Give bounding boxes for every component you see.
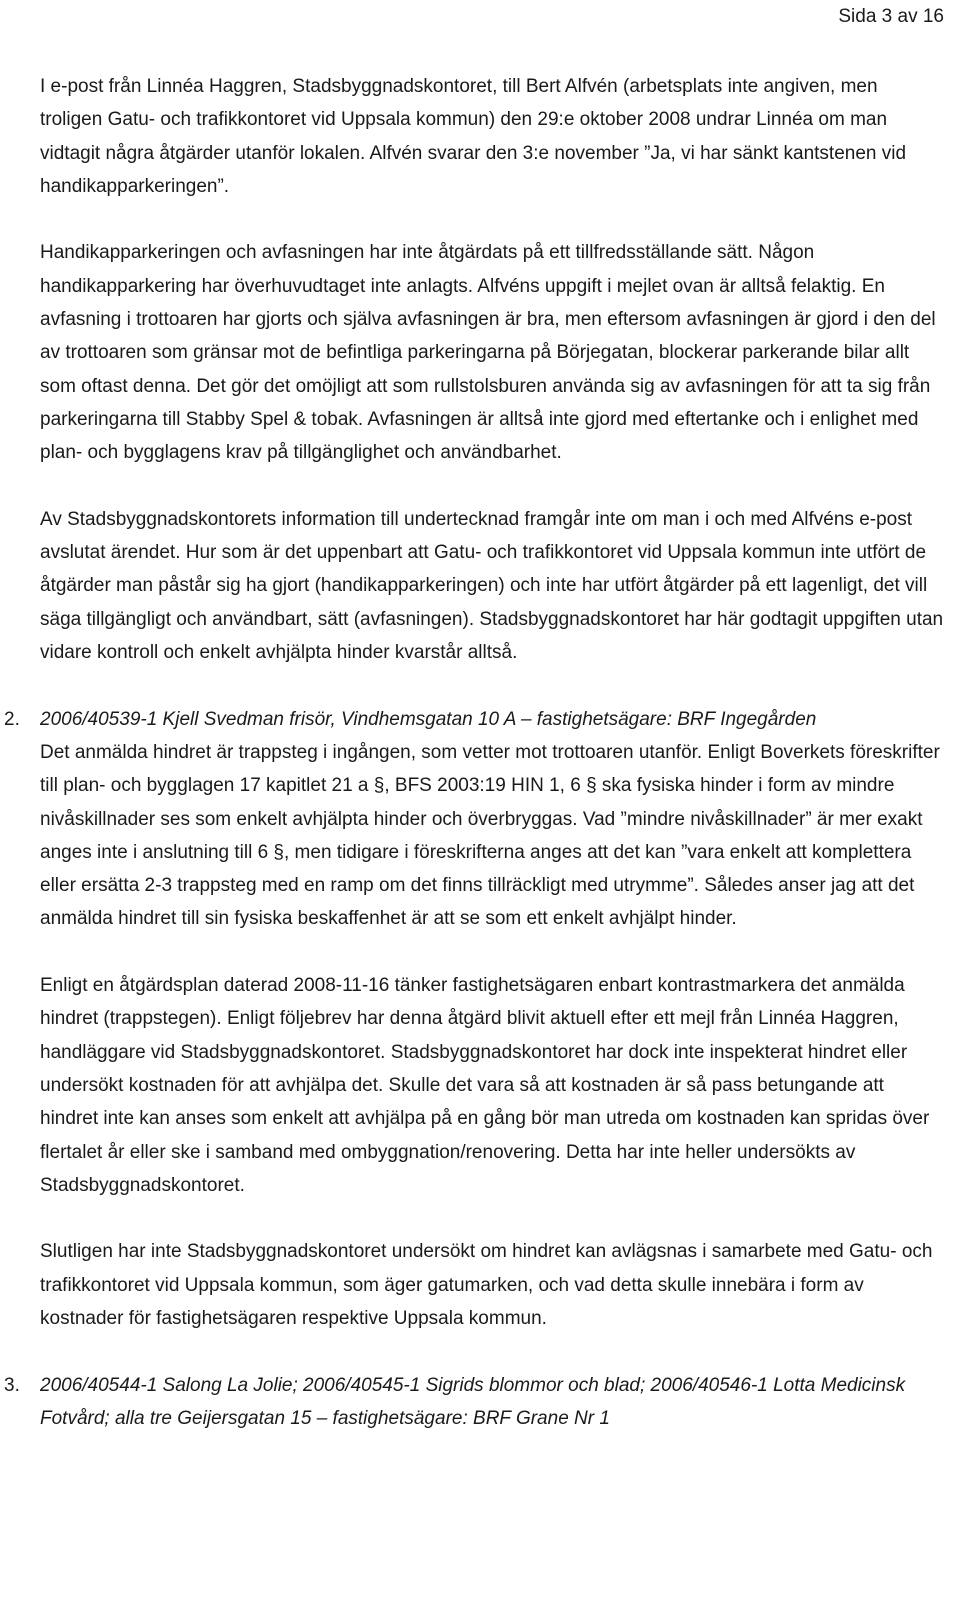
page-number: Sida 3 av 16 [838, 6, 944, 27]
paragraph-item2-action-plan: Enligt en åtgärdsplan daterad 2008-11-16 tänker fastighetsägaren enbart kontrastmarkera det anmälda hindret (trappstegen). Enligt följebrev har denna åtgärd blivit aktuell efter ett mejl från Linnéa Haggren, handläggare vid Stadsbyggnadskontoret. Stadsbyggnadskontoret har dock inte inspekterat hindret eller undersökt kostnaden för att avhjälpa det. Skulle det vara så att kostnaden är så pass betungande att hindret inte kan anses som enkelt att avhjälpa på en gång bör man utreda om kostnaden kan spridas över flertalet år eller ske i samband med ombyggnation/renovering. Detta har inte heller undersökts av Stadsbyggnadskontoret. [40, 975, 930, 1196]
paragraph-item2-conclusion: Slutligen har inte Stadsbyggnadskontoret undersökt om hindret kan avlägsnas i samarbete med Gatu- och trafikkontoret vid Uppsala kommun, som äger gatumarken, och vad detta skulle innebära i form av kostnader för fastighetsägaren respektive Uppsala kommun. [40, 1241, 933, 1329]
paragraph-handicap-parking: Handikapparkeringen och avfasningen har inte åtgärdats på ett tillfredsställande sätt. Någon handikapparkering har överhuvudtaget inte anlagts. Alfvéns uppgift i mejlet ovan är alltså felaktig. En avfasning i trottoaren har gjorts och själva avfasningen är bra, men eftersom avfasningen är gjord i den del av trottoaren som gränsar mot de befintliga parkeringarna på Börjegatan, blockerar parkerande bilar allt som oftast denna. Det gör det omöjligt att som rullstolsburen använda sig av avfasningen för att ta sig från parkeringarna till Stabby Spel & tobak. Avfasningen är alltså inte gjord med eftertanke och i enlighet med plan- och bygglagens krav på tillgänglighet och användbarhet. [40, 242, 936, 464]
paragraph-email-summary: I e-post från Linnéa Haggren, Stadsbyggnadskontoret, till Bert Alfvén (arbetsplats inte angiven, men troligen Gatu- och trafikkontoret vid Uppsala kommun) den 29:e oktober 2008 undrar Linnéa om man vidtagit några åtgärder utanför lokalen. Alfvén svarar den 3:e november ”Ja, vi har sänkt kantstenen vid handikapparkeringen”. [40, 76, 907, 197]
paragraph-item2-hinder: Det anmälda hindret är trappsteg i ingången, som vetter mot trottoaren utanför. Enligt Boverkets föreskrifter till plan- och bygglagen 17 kapitlet 21 a §, BFS 2003:19 HIN 1, 6 § ska fysiska hinder i form av mindre nivåskillnader ses som enkelt avhjälpta hinder och överbryggas. Vad ”mindre nivåskillnader” är mer exakt anges inte i anslutning till 6 §, men tidigare i föreskrifterna anges att det kan ”vara enkelt att komplettera eller ersätta 2-3 trappsteg med en ramp om det finns tillräckligt med utrymme”. Således anser jag att det anmälda hindret till sin fysiska beskaffenhet är att se som ett enkelt avhjälpt hinder. [40, 741, 940, 930]
document-body [4, 70, 945, 1435]
list-heading-3: 2006/40544-1 Salong La Jolie; 2006/40545-1 Sigrids blommor och blad; 2006/40546-1 Lotta Medicinsk Fotvård; alla tre Geijersgatan 15 – fastighetsägare: BRF Grane Nr 1 [40, 1374, 906, 1429]
list-item-3 [4, 1369, 945, 1436]
list-heading-2: 2006/40539-1 Kjell Svedman frisör, Vindhemsgatan 10 A – fastighetsägare: BRF Ingegården [40, 708, 817, 730]
paragraph-case-status: Av Stadsbyggnadskontorets information till undertecknad framgår inte om man i och med Alfvéns e-post avslutat ärendet. Hur som är det uppenbart att Gatu- och trafikkontoret vid Uppsala kommun inte utfört de åtgärder man påstår sig ha gjort (handikapparkeringen) och inte har utfört åtgärder på ett lagenligt, det vill säga tillgängligt och användbart, sätt (avfasningen). Stadsbyggnadskontoret har här godtagit uppgiften utan vidare kontroll och enkelt avhjälpta hinder kvarstår alltså. [40, 508, 944, 664]
list-number-2: 2. [4, 708, 20, 730]
list-number-3: 3. [4, 1374, 20, 1396]
list-item-2 [4, 703, 945, 1336]
